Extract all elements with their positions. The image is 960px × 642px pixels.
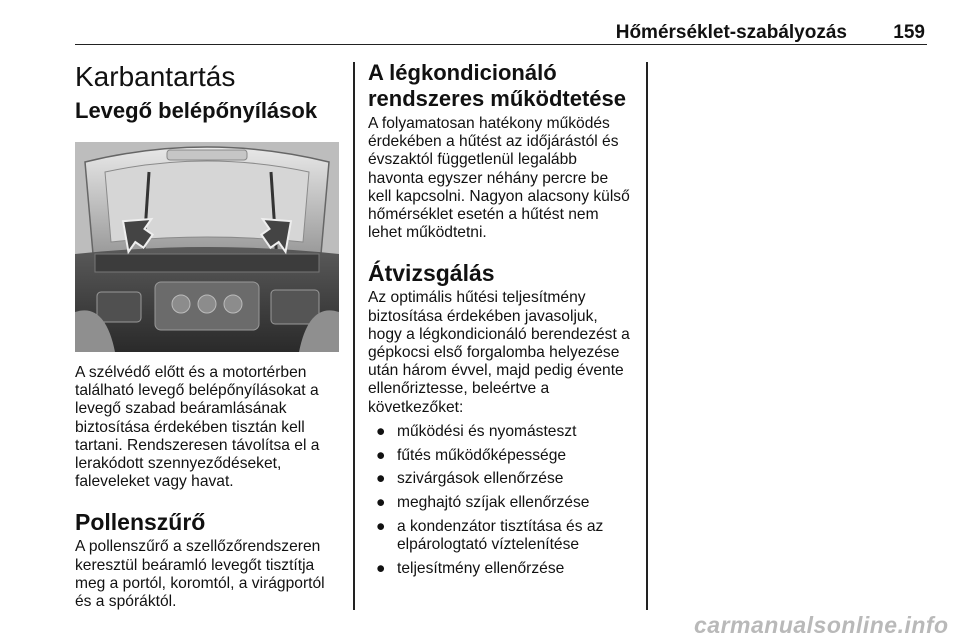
list-item: ● fűtés működőképessége xyxy=(376,446,567,464)
bullet-icon: ● xyxy=(376,493,386,511)
running-title: Hőmérséklet-szabályozás xyxy=(615,22,847,43)
air-inlets-paragraph: A szélvédő előtt és a motortérben található levegő belépőnyílásokat a levegő szabad beáramlásának biztosítása érdekében tisztán kell tartani. Rendszeresen távolítsa el a lerakódott szennyeződéseket, faleveleket vagy havat. xyxy=(75,364,320,491)
section-title-inspection: Átvizsgálás xyxy=(368,260,495,287)
ac-operation-paragraph: A folyamatosan hatékony működés érdekében a hűtést az időjárástól és évszaktól függetlenül legalább havonta egyszer néhány percre be kell kapcsolni. Nagyon alacsony külső hőmérséklet esetén a hűtést nem lehet működtetni. xyxy=(368,115,630,242)
section-title-pollen-filter: Pollenszűrő xyxy=(75,509,206,536)
list-item: ● a kondenzátor tisztítása és az elpárologtató víztelenítése xyxy=(376,517,604,553)
page-header xyxy=(75,20,927,45)
watermark: carmanualsonline.info xyxy=(694,612,949,638)
engine-bay-illustration xyxy=(75,142,339,352)
list-item: ● működési és nyomásteszt xyxy=(376,422,577,440)
bullet-icon: ● xyxy=(376,517,386,535)
list-item: ● meghajtó szíjak ellenőrzése xyxy=(376,493,590,511)
column-divider-right xyxy=(646,62,648,610)
left-column-text xyxy=(75,364,343,611)
list-item: ● teljesítmény ellenőrzése xyxy=(376,559,565,577)
chapter-heading: Karbantartás xyxy=(75,61,236,92)
page-number: 159 xyxy=(893,22,925,43)
column-divider-left xyxy=(353,62,355,610)
pollen-filter-paragraph: A pollenszűrő a szellőzőrendszeren keresztül beáramló levegőt tisztítja meg a portól, koromtól, a virágportól és a spóráktól. xyxy=(75,538,325,611)
inspection-paragraph: Az optimális hűtési teljesítmény biztosítása érdekében javasoljuk, hogy a légkondicionáló berendezést a gépkocsi első forgalomba helyezése után három évvel, majd pedig évente ellenőriztesse, beleértve a következőket: xyxy=(368,289,630,416)
bullet-icon: ● xyxy=(376,446,386,464)
bullet-icon: ● xyxy=(376,470,386,488)
right-column xyxy=(368,60,630,583)
list-item: ● szivárgások ellenőrzése xyxy=(376,470,564,488)
engine-bay-photo xyxy=(75,142,339,352)
section-title-air-inlets: Levegő belépőnyílások xyxy=(75,98,318,123)
inspection-list xyxy=(368,423,630,578)
bullet-icon: ● xyxy=(376,422,386,440)
left-column xyxy=(75,60,343,124)
section-title-ac-operation: A légkondicionáló rendszeres működtetése xyxy=(368,60,626,111)
bullet-icon: ● xyxy=(376,559,386,577)
